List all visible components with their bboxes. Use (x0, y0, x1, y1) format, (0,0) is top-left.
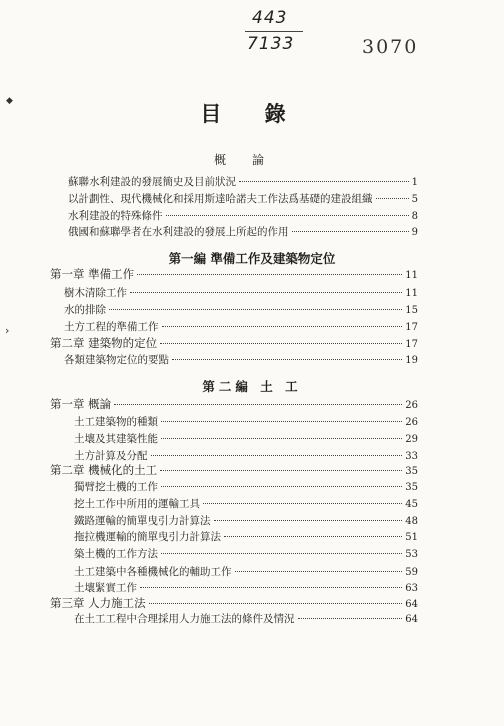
dot-leader (161, 438, 402, 439)
dot-leader (224, 536, 402, 537)
handwritten-number-2: 7133 (247, 34, 295, 54)
toc-page-number: 59 (405, 567, 418, 578)
toc-entry-label: 土方計算及分配 (74, 450, 148, 462)
toc-page-number: 64 (405, 614, 418, 625)
toc-entry-label: 土壤緊實工作 (74, 582, 137, 594)
toc-entry-label: 蘇聯水利建設的發展簡史及目前狀況 (68, 176, 236, 188)
dot-leader (162, 326, 403, 327)
dot-leader (140, 587, 402, 588)
dot-leader (149, 603, 403, 604)
dot-leader (214, 520, 403, 521)
dot-leader (172, 359, 402, 360)
toc-page-number: 35 (405, 482, 418, 493)
dot-leader (109, 309, 402, 310)
toc-entry-label: 第二章 機械化的土工 (50, 463, 158, 477)
toc-page-number: 17 (405, 322, 418, 333)
toc-page-number: 45 (405, 499, 418, 510)
toc-page-number: 17 (405, 339, 418, 350)
toc-entry-label: 水利建設的特殊條件 (68, 210, 163, 222)
toc-entry-row (74, 515, 418, 528)
toc-entry-row (64, 321, 418, 334)
dot-leader (161, 553, 402, 554)
toc-entry-label: 第二章 建築物的定位 (50, 336, 158, 350)
dot-leader (114, 404, 402, 405)
margin-mark: ◆ (6, 96, 13, 106)
toc-entry-row (74, 481, 418, 494)
toc-page-number: 26 (405, 400, 418, 411)
toc-entry-label: 築土機的工作方法 (74, 548, 158, 560)
toc-entry-row (74, 548, 418, 561)
toc-page-number: 63 (405, 583, 418, 594)
dot-leader (137, 274, 402, 275)
dot-leader (235, 571, 403, 572)
toc-entry-row (74, 582, 418, 595)
toc-chapter-row (50, 268, 418, 282)
toc-entry-row (74, 566, 418, 579)
page-title: 目 錄 (200, 102, 304, 126)
toc-page-number: 5 (411, 194, 418, 205)
dot-leader (160, 343, 402, 344)
toc-page-number: 8 (411, 211, 418, 222)
dot-leader (376, 198, 409, 199)
toc-entry-row (74, 613, 418, 626)
toc-entry-label: 土方工程的準備工作 (64, 321, 159, 333)
section-heading-part1: 第一編 準備工作及建築物定位 (168, 251, 336, 266)
toc-entry-label: 獨臂挖土機的工作 (74, 481, 158, 493)
dot-leader (160, 470, 402, 471)
section-heading-part2: 第二編 土 工 (202, 379, 302, 394)
toc-entry-label: 鐵路運輸的簡單曳引力計算法 (74, 515, 211, 527)
toc-page-number: 64 (405, 599, 418, 610)
toc-entry-label: 土工建築中各種機械化的輔助工作 (74, 566, 232, 578)
toc-page-number: 53 (405, 549, 418, 560)
toc-page-number: 26 (405, 417, 418, 428)
toc-entry-label: 以計劃性、現代機械化和採用斯達哈諾夫工作法爲基礎的建設組織 (68, 193, 373, 205)
dot-leader (161, 421, 402, 422)
toc-page-number: 29 (405, 434, 418, 445)
toc-entry-row (68, 210, 418, 223)
toc-entry-label: 第一章 準備工作 (50, 267, 135, 281)
toc-page-number: 11 (405, 270, 418, 281)
toc-entry-row (74, 433, 418, 446)
toc-entry-row (74, 531, 418, 544)
margin-mark: › (5, 324, 10, 337)
toc-entry-row (64, 304, 418, 317)
toc-entry-row (68, 193, 418, 206)
dot-leader (161, 486, 402, 487)
handwritten-underline (245, 31, 303, 32)
stamp-number: 3070 (362, 36, 419, 58)
toc-entry-row (74, 416, 418, 429)
toc-entry-label: 土壤及其建築性能 (74, 433, 158, 445)
dot-leader (239, 181, 409, 182)
toc-page-number: 1 (411, 177, 418, 188)
toc-entry-row (64, 287, 418, 300)
toc-entry-row (74, 498, 418, 511)
dot-leader (130, 292, 402, 293)
toc-chapter-row (50, 464, 418, 478)
toc-entry-label: 第一章 概論 (50, 397, 112, 411)
dot-leader (292, 231, 409, 232)
toc-entry-row (74, 450, 418, 463)
toc-entry-row (64, 354, 418, 367)
toc-page-number: 33 (405, 451, 418, 462)
dot-leader (298, 618, 403, 619)
toc-page-number: 15 (405, 305, 418, 316)
toc-entry-row (68, 226, 418, 239)
dot-leader (203, 503, 402, 504)
toc-entry-label: 樹木清除工作 (64, 287, 127, 299)
section-heading-intro: 概論 (213, 153, 290, 167)
toc-page-number: 9 (411, 227, 418, 238)
toc-entry-row (68, 176, 418, 189)
toc-page-number: 35 (405, 466, 418, 477)
toc-page-number: 11 (405, 288, 418, 299)
toc-entry-label: 水的排除 (64, 304, 106, 316)
toc-page-number: 51 (405, 532, 418, 543)
toc-entry-label: 土工建築物的種類 (74, 416, 158, 428)
toc-entry-label: 俄國和蘇聯學者在水利建設的發展上所起的作用 (68, 226, 289, 238)
toc-chapter-row (50, 337, 418, 351)
dot-leader (166, 215, 409, 216)
toc-entry-label: 拖拉機運輸的簡單曳引力計算法 (74, 531, 221, 543)
toc-entry-label: 各類建築物定位的要點 (64, 354, 169, 366)
toc-entry-label: 第三章 人力施工法 (50, 596, 146, 610)
toc-entry-label: 在土工工程中合理採用人力施工法的條件及情況 (74, 613, 295, 625)
handwritten-number-1: 443 (252, 8, 288, 28)
toc-chapter-row (50, 398, 418, 412)
toc-page-number: 19 (405, 355, 418, 366)
toc-entry-label: 挖土工作中所用的運輸工具 (74, 498, 200, 510)
dot-leader (151, 455, 403, 456)
toc-chapter-row (50, 597, 418, 611)
toc-page-number: 48 (405, 516, 418, 527)
